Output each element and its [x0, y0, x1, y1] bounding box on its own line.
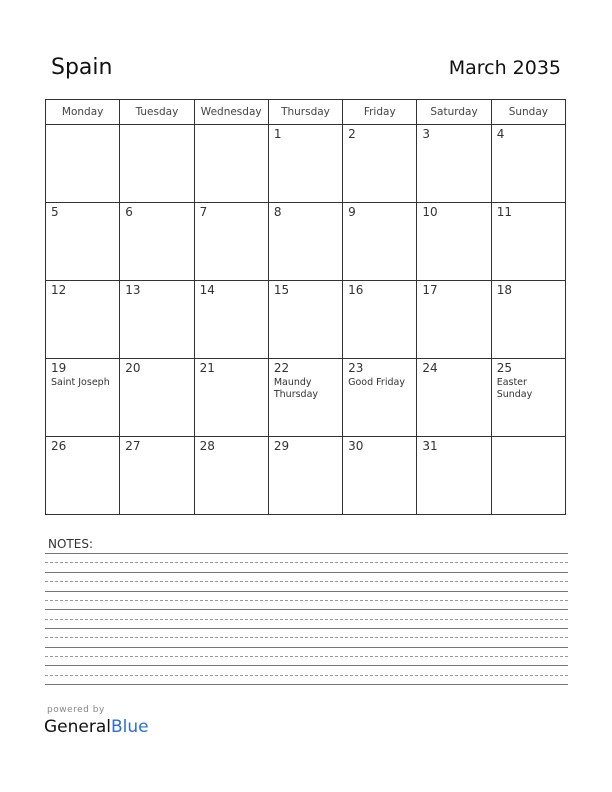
country-title: Spain [51, 55, 113, 80]
day-number: 1 [273, 127, 282, 141]
day-cell[interactable] [491, 437, 565, 515]
day-cell[interactable] [417, 203, 491, 281]
day-cell[interactable] [268, 203, 342, 281]
day-cell[interactable] [417, 281, 491, 359]
day-number: 4 [496, 127, 505, 141]
day-cell[interactable] [120, 437, 194, 515]
day-number [46, 125, 119, 127]
day-number: 5 [51, 205, 59, 219]
notes-line [45, 572, 568, 573]
day-number: 30 [348, 439, 364, 453]
day-number: 2 [348, 127, 356, 141]
day-number: 18 [496, 283, 512, 297]
notes-line [45, 675, 568, 676]
notes-label: NOTES: [48, 537, 93, 551]
notes-line [45, 562, 568, 563]
notes-line [45, 619, 568, 620]
day-number: 24 [422, 361, 438, 375]
day-number: 19 [51, 361, 67, 375]
day-cell[interactable] [46, 281, 120, 359]
weekday-header: Tuesday [120, 100, 194, 125]
day-number: 12 [51, 283, 67, 297]
day-cell[interactable] [417, 437, 491, 515]
day-cell[interactable] [120, 359, 194, 437]
day-cell[interactable] [46, 203, 120, 281]
day-number: 27 [125, 439, 141, 453]
weekday-header: Friday [343, 100, 417, 125]
day-number: 6 [125, 205, 133, 219]
day-cell[interactable] [343, 125, 417, 203]
day-number: 21 [199, 361, 215, 375]
notes-line [45, 647, 568, 648]
day-number: 16 [348, 283, 364, 297]
weekday-header: Sunday [491, 100, 565, 125]
week-row [46, 125, 566, 203]
notes-line [45, 665, 568, 666]
day-cell[interactable] [417, 125, 491, 203]
day-cell[interactable] [120, 281, 194, 359]
holiday-label: Good Friday [348, 377, 405, 388]
notes-line [45, 553, 568, 554]
day-cell[interactable] [491, 125, 565, 203]
notes-line [45, 684, 568, 685]
holiday-label: Easter Sunday [496, 377, 533, 400]
day-number: 29 [273, 439, 290, 453]
month-title: March 2035 [448, 57, 561, 79]
notes-line [45, 600, 568, 601]
day-cell[interactable] [268, 437, 342, 515]
day-cell[interactable] [120, 125, 194, 203]
day-number: 8 [273, 205, 282, 219]
day-number [120, 125, 193, 127]
day-cell[interactable] [343, 203, 417, 281]
day-number: 28 [199, 439, 215, 453]
day-cell[interactable] [194, 203, 268, 281]
brand-part-general: General [44, 717, 111, 737]
day-cell[interactable] [194, 125, 268, 203]
weekday-header-row [46, 100, 566, 125]
notes-line [45, 591, 568, 592]
day-cell[interactable] [120, 203, 194, 281]
brand-part-blue: Blue [111, 717, 149, 737]
notes-line [45, 628, 568, 629]
notes-line [45, 637, 568, 638]
week-row [46, 359, 566, 437]
week-row [46, 203, 566, 281]
day-number: 7 [199, 205, 208, 219]
calendar-grid [45, 99, 566, 515]
day-cell[interactable] [343, 359, 417, 437]
day-number: 20 [125, 361, 141, 375]
day-number: 23 [348, 361, 364, 375]
day-cell[interactable] [46, 359, 120, 437]
notes-line [45, 656, 568, 657]
day-number: 17 [422, 283, 438, 297]
day-cell[interactable] [194, 437, 268, 515]
holiday-label: Saint Joseph [51, 377, 110, 388]
weekday-header: Monday [46, 100, 120, 125]
weekday-header: Thursday [268, 100, 342, 125]
day-cell[interactable] [417, 359, 491, 437]
day-number: 22 [273, 361, 290, 375]
day-number: 3 [422, 127, 431, 141]
day-cell[interactable] [268, 125, 342, 203]
day-cell[interactable] [491, 203, 565, 281]
day-cell[interactable] [268, 281, 342, 359]
day-number: 15 [273, 283, 290, 297]
notes-line [45, 609, 568, 610]
day-cell[interactable] [343, 281, 417, 359]
day-number [492, 437, 565, 439]
day-number: 14 [199, 283, 215, 297]
day-cell[interactable] [491, 281, 565, 359]
day-number [195, 125, 268, 127]
day-cell[interactable] [46, 437, 120, 515]
holiday-label: Maundy Thursday [273, 377, 319, 400]
week-row [46, 281, 566, 359]
day-cell[interactable] [343, 437, 417, 515]
brand-logo [44, 717, 149, 737]
day-number: 10 [422, 205, 438, 219]
powered-by-text: powered by [47, 705, 105, 715]
day-cell[interactable] [194, 281, 268, 359]
weekday-header: Saturday [417, 100, 491, 125]
week-row [46, 437, 566, 515]
day-cell[interactable] [194, 359, 268, 437]
day-number: 31 [422, 439, 438, 453]
notes-line [45, 581, 568, 582]
day-number: 13 [125, 283, 141, 297]
day-cell[interactable] [46, 125, 120, 203]
day-number: 25 [496, 361, 512, 375]
day-cell[interactable] [491, 359, 565, 437]
day-number: 26 [51, 439, 67, 453]
weekday-header: Wednesday [194, 100, 268, 125]
day-number: 9 [348, 205, 356, 219]
day-number: 11 [496, 205, 512, 219]
day-cell[interactable] [268, 359, 342, 437]
